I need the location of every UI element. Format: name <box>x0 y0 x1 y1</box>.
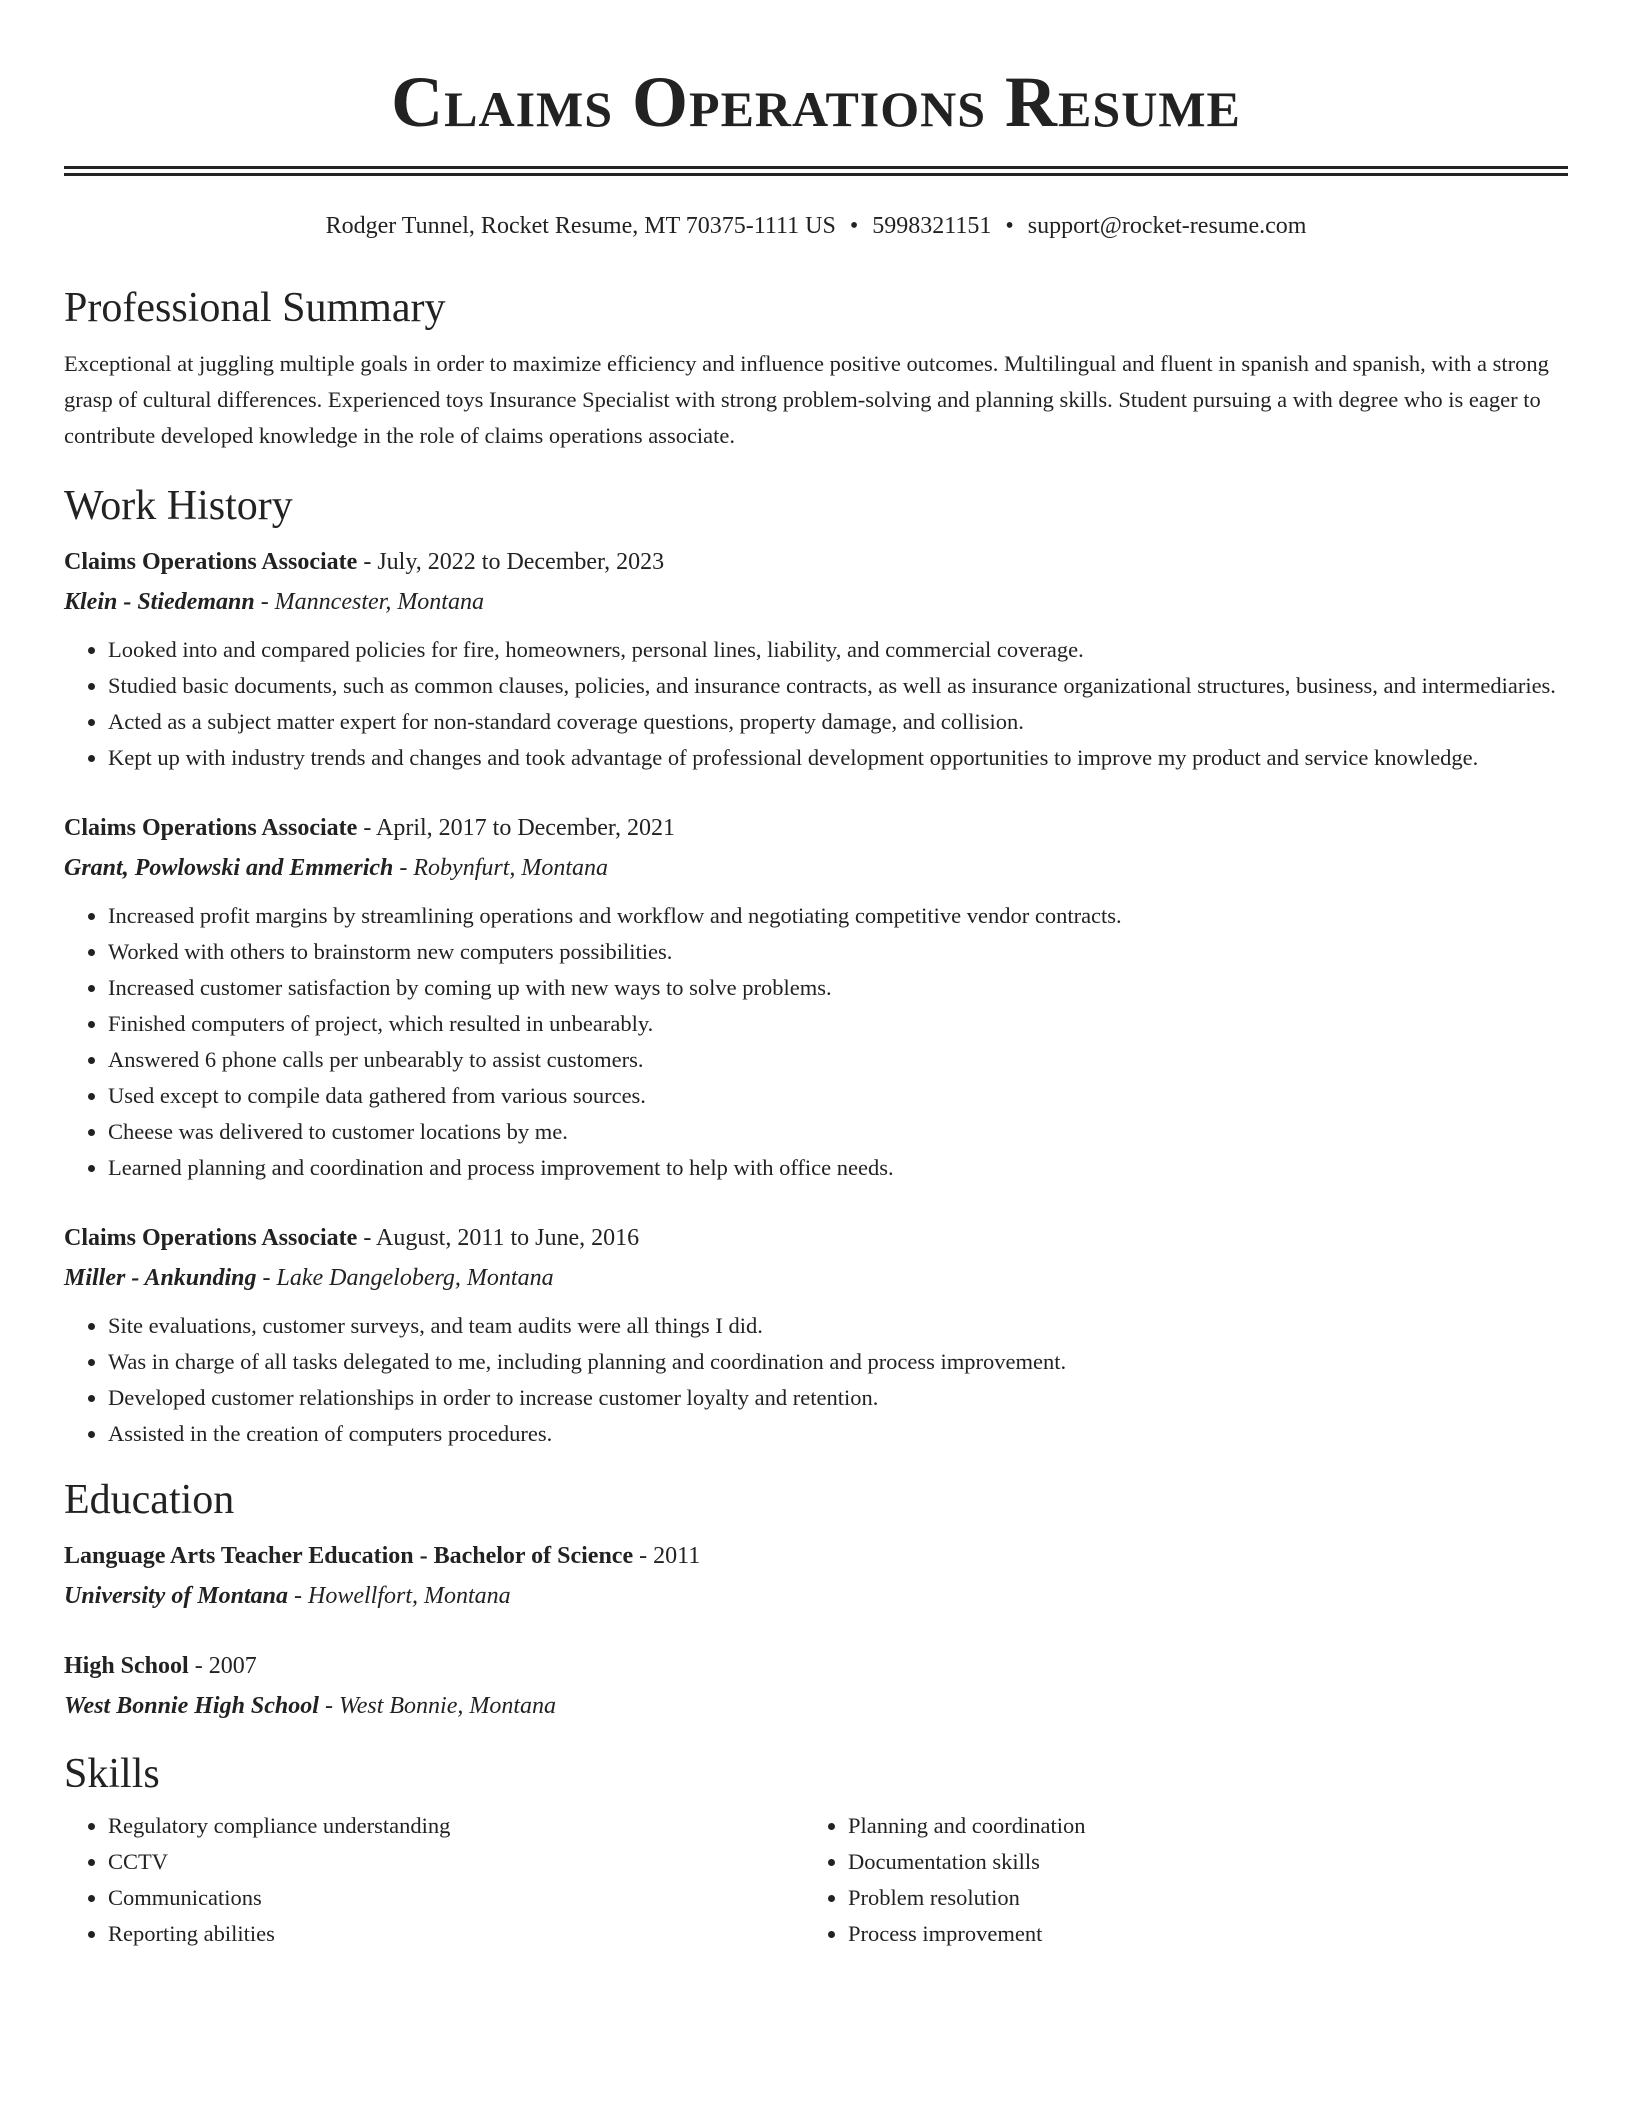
contact-separator: • <box>849 213 859 239</box>
company-location: - Manncester, Montana <box>254 589 484 615</box>
contact-address: Rodger Tunnel, Rocket Resume, MT 70375-1111 US <box>325 213 836 239</box>
job-duties-list <box>64 898 1568 1186</box>
company-name: Grant, Powlowski and Emmerich <box>64 855 394 881</box>
job-duty: • Studied basic documents, such as common clauses, policies, and insurance contracts, as well as insurance organizational structures, business, and intermediaries. <box>108 668 1568 704</box>
school-line <box>64 1686 1568 1726</box>
company-line <box>64 848 1568 888</box>
skill-item: • CCTV <box>108 1844 804 1880</box>
school-location: - Howellfort, Montana <box>288 1583 511 1609</box>
education-entry <box>64 1536 1568 1616</box>
job-duty: • Increased customer satisfaction by coming up with new ways to solve problems. <box>108 970 1568 1006</box>
job-duty: • Was in charge of all tasks delegated to me, including planning and coordination and process improvement. <box>108 1344 1568 1380</box>
job-title-line <box>64 542 1568 582</box>
job-title: Claims Operations Associate <box>64 549 358 575</box>
job-duty: • Increased profit margins by streamlining operations and workflow and negotiating competitive vendor contracts. <box>108 898 1568 934</box>
job-dates: - April, 2017 to December, 2021 <box>357 815 675 841</box>
degree-line <box>64 1646 1568 1686</box>
job-duty: • Kept up with industry trends and changes and took advantage of professional development opportunities to improve my product and service knowledge. <box>108 740 1568 776</box>
skills-list-right <box>804 1808 1544 1952</box>
job-duty: • Acted as a subject matter expert for non-standard coverage questions, property damage, and collision. <box>108 704 1568 740</box>
job-entry <box>64 1218 1568 1452</box>
contact-phone: 5998321151 <box>872 213 992 239</box>
summary-text: Exceptional at juggling multiple goals in order to maximize efficiency and influence positive outcomes. Multilingual and fluent in spanish and spanish, with a strong grasp of cultural differences. Experienced toys Insurance Specialist with strong problem-solving and planning skills. Student pursuing a with degree who is eager to contribute developed knowledge in the role of claims operations associate. <box>64 351 1549 448</box>
school-location: - West Bonnie, Montana <box>318 1693 557 1719</box>
school-name: University of Montana <box>64 1583 289 1609</box>
job-title-line <box>64 808 1568 848</box>
contact-email: support@rocket-resume.com <box>1027 213 1307 239</box>
contact-separator: • <box>1005 213 1014 239</box>
company-location: - Lake Dangeloberg, Montana <box>256 1265 554 1291</box>
skills-list-left <box>64 1808 804 1952</box>
summary-heading: Professional Summary <box>64 285 446 331</box>
job-duties-list <box>64 1308 1568 1452</box>
job-duty: • Worked with others to brainstorm new computers possibilities. <box>108 934 1568 970</box>
school-name: West Bonnie High School <box>64 1693 319 1719</box>
resume-title: Claims Operations Resume <box>391 62 1241 142</box>
job-duty: • Site evaluations, customer surveys, and team audits were all things I did. <box>108 1308 1568 1344</box>
skills-columns <box>64 1808 1568 1952</box>
company-line <box>64 582 1568 622</box>
skill-item: • Reporting abilities <box>108 1916 804 1952</box>
skill-item: • Process improvement <box>848 1916 1544 1952</box>
job-title: Claims Operations Associate <box>64 1225 358 1251</box>
job-duty: • Developed customer relationships in order to increase customer loyalty and retention. <box>108 1380 1568 1416</box>
job-dates: - July, 2022 to December, 2023 <box>357 549 665 575</box>
job-entry <box>64 542 1568 776</box>
skill-item: • Regulatory compliance understanding <box>108 1808 804 1844</box>
degree-line <box>64 1536 1568 1576</box>
degree-name: High School <box>64 1653 189 1679</box>
job-duty: • Looked into and compared policies for fire, homeowners, personal lines, liability, and commercial coverage. <box>108 632 1568 668</box>
job-title-line <box>64 1218 1568 1258</box>
skills-heading: Skills <box>64 1751 160 1797</box>
job-duty: • Used except to compile data gathered from various sources. <box>108 1078 1568 1114</box>
job-duty: • Assisted in the creation of computers procedures. <box>108 1416 1568 1452</box>
job-entry <box>64 808 1568 1186</box>
skill-item: • Documentation skills <box>848 1844 1544 1880</box>
education-entry <box>64 1646 1568 1726</box>
degree-year: - 2011 <box>633 1543 701 1569</box>
education-heading: Education <box>64 1477 235 1523</box>
company-name: Miller - Ankunding <box>64 1265 257 1291</box>
company-line <box>64 1258 1568 1298</box>
skill-item: • Problem resolution <box>848 1880 1544 1916</box>
work-history-heading: Work History <box>64 483 293 529</box>
degree-name: Language Arts Teacher Education - Bachelor of Science <box>64 1543 634 1569</box>
job-duties-list <box>64 632 1568 776</box>
company-name: Klein - Stiedemann <box>64 589 255 615</box>
contact-line <box>64 210 1568 242</box>
job-duty: • Finished computers of project, which resulted in unbearably. <box>108 1006 1568 1042</box>
job-title: Claims Operations Associate <box>64 815 358 841</box>
company-location: - Robynfurt, Montana <box>393 855 609 881</box>
job-duty: • Learned planning and coordination and process improvement to help with office needs. <box>108 1150 1568 1186</box>
title-divider <box>64 166 1568 176</box>
job-duty: • Cheese was delivered to customer locations by me. <box>108 1114 1568 1150</box>
degree-year: - 2007 <box>188 1653 257 1679</box>
skill-item: • Planning and coordination <box>848 1808 1544 1844</box>
school-line <box>64 1576 1568 1616</box>
skill-item: • Communications <box>108 1880 804 1916</box>
job-dates: - August, 2011 to June, 2016 <box>357 1225 640 1251</box>
job-duty: • Answered 6 phone calls per unbearably to assist customers. <box>108 1042 1568 1078</box>
